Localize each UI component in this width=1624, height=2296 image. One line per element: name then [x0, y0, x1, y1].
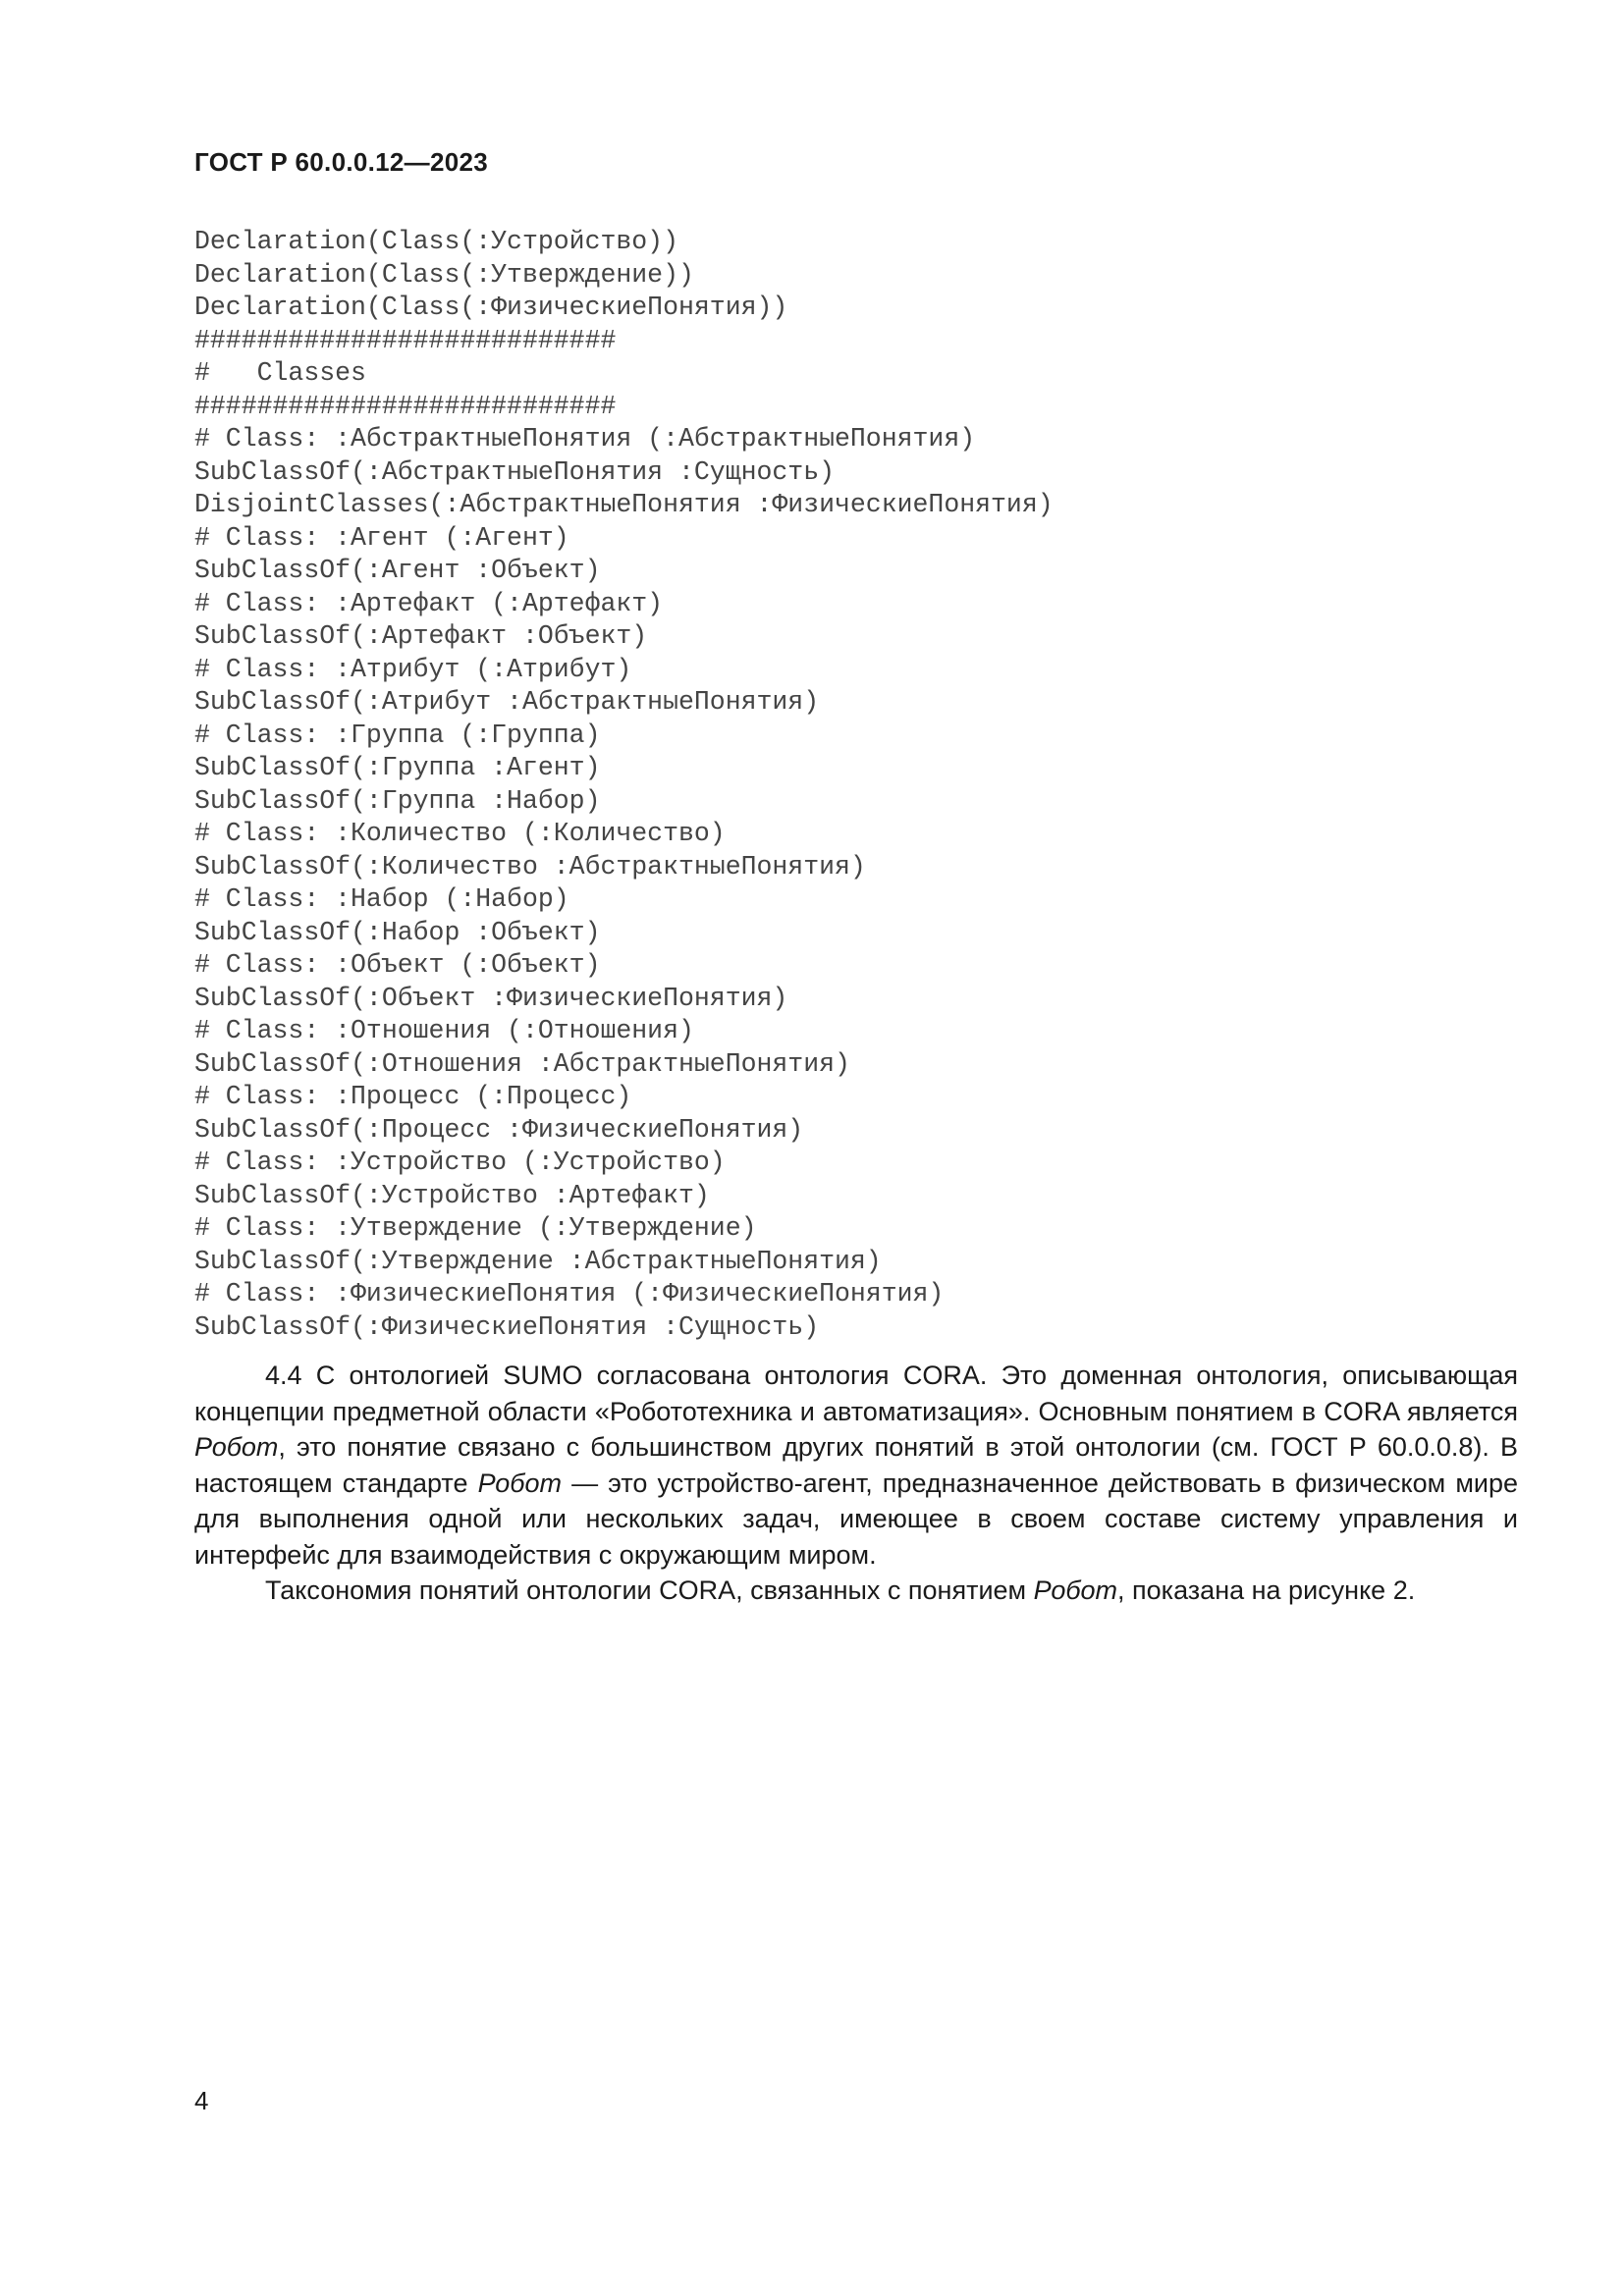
- code-line: # Class: :Процесс (:Процесс): [194, 1082, 632, 1111]
- document-header: ГОСТ Р 60.0.0.12—2023: [194, 147, 488, 177]
- code-line: DisjointClasses(:АбстрактныеПонятия :ФизическиеПонятия): [194, 490, 1054, 519]
- code-line: # Class: :Набор (:Набор): [194, 884, 569, 914]
- page-number: 4: [194, 2086, 209, 2115]
- term-robot: Робот: [1033, 1575, 1118, 1605]
- code-line: SubClassOf(:Группа :Агент): [194, 753, 601, 782]
- code-line: SubClassOf(:Атрибут :АбстрактныеПонятия): [194, 687, 820, 717]
- code-line: ###########################: [194, 325, 617, 355]
- code-line: Declaration(Class(:ФизическиеПонятия)): [194, 293, 788, 322]
- code-line: Declaration(Class(:Устройство)): [194, 227, 678, 256]
- paragraph-text: 4.4 С онтологией SUMO согласована онтология CORA. Это доменная онтология, описывающая концепции предметной области «Робототехника и автоматизация». Основным понятием в CORA является: [194, 1361, 1518, 1426]
- code-line: SubClassOf(:Утверждение :АбстрактныеПонятия): [194, 1246, 882, 1276]
- code-listing: [194, 226, 1054, 1344]
- code-line: SubClassOf(:Количество :АбстрактныеПонятия): [194, 851, 866, 881]
- code-line: SubClassOf(:Агент :Объект): [194, 556, 601, 585]
- code-line: SubClassOf(:Группа :Набор): [194, 785, 601, 816]
- paragraph-text: , это понятие связано с большинством других понятий в этой онтологии (см. ГОСТ Р 60.0.0.8). В настоящем стандарте: [194, 1432, 1518, 1498]
- code-line: SubClassOf(:АбстрактныеПонятия :Сущность): [194, 456, 836, 487]
- code-line: Declaration(Class(:Утверждение)): [194, 259, 694, 290]
- code-line: # Classes: [194, 358, 366, 388]
- code-line: # Class: :Атрибут (:Атрибут): [194, 654, 632, 684]
- code-line: # Class: :Утверждение (:Утверждение): [194, 1213, 757, 1243]
- code-line: # Class: :Группа (:Группа): [194, 720, 601, 750]
- paragraph-text: Таксономия понятий онтологии CORA, связанных с понятием: [265, 1575, 1034, 1605]
- code-line: SubClassOf(:ФизическиеПонятия :Сущность): [194, 1311, 820, 1342]
- paragraph-taxonomy: [194, 1573, 1518, 1609]
- code-line: # Class: :Объект (:Объект): [194, 950, 601, 980]
- code-line: ###########################: [194, 391, 617, 421]
- code-line: SubClassOf(:Процесс :ФизическиеПонятия): [194, 1114, 804, 1145]
- code-line: SubClassOf(:Артефакт :Объект): [194, 621, 648, 651]
- code-line: # Class: :ФизическиеПонятия (:ФизическиеПонятия): [194, 1279, 945, 1308]
- paragraph-4-4: [194, 1358, 1518, 1573]
- code-line: SubClassOf(:Устройство :Артефакт): [194, 1180, 710, 1210]
- code-line: # Class: :Количество (:Количество): [194, 819, 726, 848]
- code-line: # Class: :Отношения (:Отношения): [194, 1016, 694, 1045]
- code-line: # Class: :АбстрактныеПонятия (:АбстрактныеПонятия): [194, 424, 976, 454]
- code-line: SubClassOf(:Отношения :АбстрактныеПонятия): [194, 1048, 850, 1079]
- code-line: # Class: :Агент (:Агент): [194, 522, 569, 553]
- code-line: # Class: :Артефакт (:Артефакт): [194, 588, 664, 618]
- code-line: SubClassOf(:Набор :Объект): [194, 917, 601, 947]
- code-line: SubClassOf(:Объект :ФизическиеПонятия): [194, 983, 788, 1013]
- term-robot: Робот: [477, 1468, 562, 1498]
- code-line: # Class: :Устройство (:Устройство): [194, 1148, 726, 1177]
- paragraph-text: — это устройство-агент, предназначенное действовать в физическом мире для выполнения одной или нескольких задач, имеющее в своем составе систему управления и интерфейс для взаимодействия с окружающим миром.: [194, 1468, 1518, 1570]
- term-robot: Робот: [194, 1432, 279, 1462]
- body-text: [194, 1358, 1518, 1609]
- paragraph-text: , показана на рисунке 2.: [1117, 1575, 1416, 1605]
